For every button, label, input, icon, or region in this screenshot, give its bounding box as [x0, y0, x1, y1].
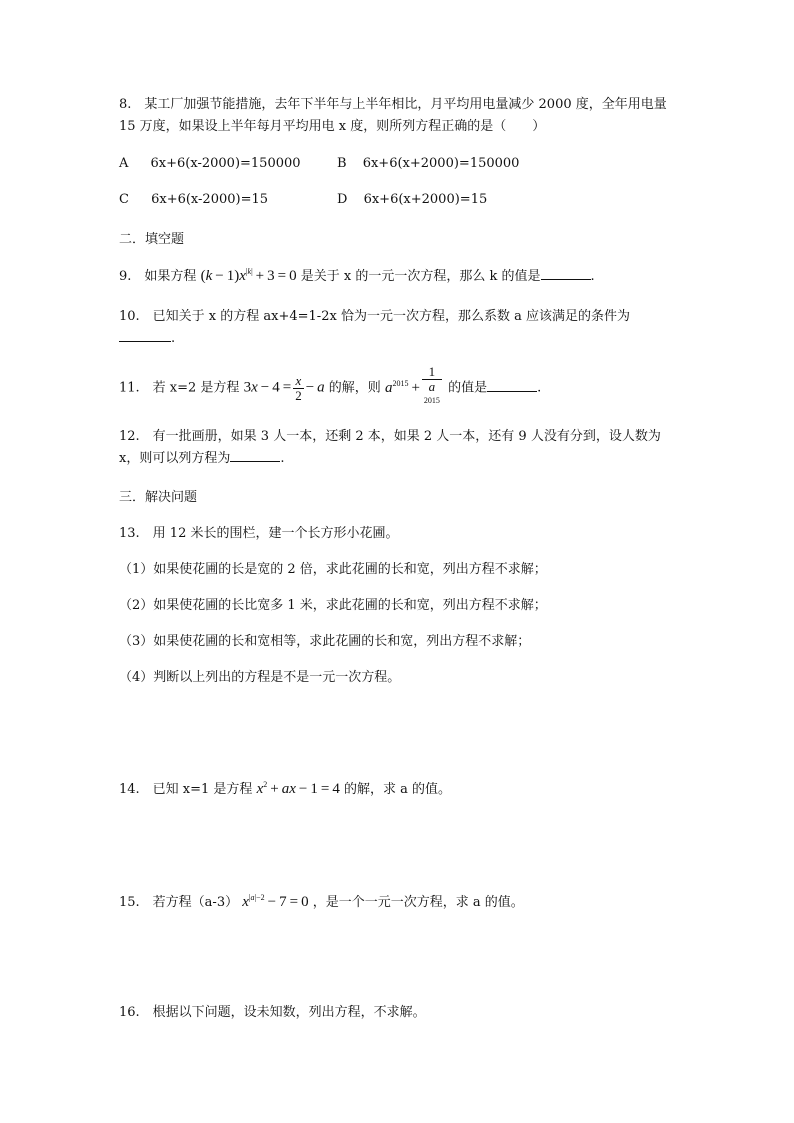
option-c-label: C — [119, 192, 129, 207]
question-15 — [119, 891, 524, 911]
question-11-end: . — [537, 380, 542, 396]
option-a-text: 6x+6(x-2000)=150000 — [150, 156, 301, 171]
question-14 — [119, 778, 451, 798]
section-3-heading: 三．解决问题 — [119, 490, 198, 505]
question-16: 16. 根据以下问题，设未知数，列出方程，不求解。 — [119, 1005, 426, 1020]
question-9 — [119, 265, 595, 285]
question-9-equation: $(k - 1)x^{|k|} + 3 = 0$ — [200, 267, 297, 284]
question-9-end: . — [590, 269, 595, 284]
question-11: 11. 若 x=2 是方程 3x − 4 = $\frac{x}{2}$ − a 的解，则 $a^{2015}$ + 1 a $^{2015}$ 的值是 . — [119, 365, 541, 411]
question-11-pre: 11. 若 x=2 是方程 — [119, 380, 240, 396]
question-11-expression: $a^{2015}$ + — [384, 378, 420, 396]
question-13-part-4: （4）判断以上列出的方程是不是一元一次方程。 — [119, 670, 401, 685]
question-8-text: 8. 某工厂加强节能措施，去年下半年与上半年相比，月平均用电量减少 2000 度，全年用电量 15 万度，如果设上半年每月平均用电 x 度，则所列方程正确的是（ ） — [119, 97, 667, 135]
question-10-text: 10. 已知关于 x 的方程 ax+4=1-2x 恰为一元一次方程，那么系数 a 应该满足的条件为 — [119, 309, 630, 324]
question-11-equation: 3x − 4 = — [243, 379, 292, 396]
question-10-end: . — [171, 331, 176, 347]
question-13-part-2: （2）如果使花圃的长比宽多 1 米，求此花圃的长和宽，列出方程不求解； — [119, 598, 547, 613]
question-12-text: 12. 有一批画册，如果 3 人一本，还剩 2 本，如果 2 人一本，还有 9 人没有分到，设人数为 x，则可以列方程为 — [119, 429, 661, 467]
option-d — [337, 192, 487, 207]
question-14-post: 的解，求 a 的值。 — [343, 782, 451, 797]
option-c — [119, 192, 268, 207]
answer-blank-10[interactable] — [119, 331, 171, 342]
option-b-text: 6x+6(x+2000)=150000 — [362, 156, 520, 171]
answer-blank-9[interactable] — [541, 269, 591, 280]
option-a — [119, 156, 301, 171]
fraction-1-over-a2015: 1 a $^{2015}$ — [423, 364, 440, 405]
fraction-x-over-2: $\frac{x}{2}$ — [295, 372, 302, 403]
answer-blank-12[interactable] — [230, 451, 280, 462]
option-b-label: B — [337, 156, 347, 171]
question-15-equation: $x^{|a|-2} - 7 = 0$ — [242, 893, 309, 910]
question-9-post: 是关于 x 的一元一次方程，那么 k 的值是 — [300, 269, 541, 284]
question-8 — [119, 94, 679, 138]
question-15-post: ，是一个一元一次方程，求 a 的值。 — [312, 895, 524, 910]
option-b — [337, 156, 519, 171]
question-13-part-3: （3）如果使花圃的长和宽相等，求此花圃的长和宽，列出方程不求解； — [119, 634, 531, 649]
question-10 — [119, 306, 679, 350]
question-12 — [119, 426, 679, 470]
option-a-label: A — [119, 156, 129, 171]
question-14-pre: 14. 已知 x=1 是方程 — [119, 782, 253, 797]
question-11-post: 的值是 — [448, 380, 488, 396]
answer-blank-11[interactable] — [487, 381, 537, 392]
question-9-number: 9. — [119, 269, 132, 284]
option-d-text: 6x+6(x+2000)=15 — [363, 192, 488, 207]
question-13-part-1: （1）如果使花圃的长是宽的 2 倍，求此花圃的长和宽，列出方程不求解； — [119, 562, 547, 577]
question-14-equation: $x^2$ + ax − 1 = 4 — [256, 780, 340, 797]
question-9-pre: 如果方程 — [144, 269, 197, 284]
option-c-text: 6x+6(x-2000)=15 — [151, 192, 269, 207]
option-d-label: D — [337, 192, 348, 207]
question-12-end: . — [280, 451, 285, 467]
section-2-heading: 二．填空题 — [119, 232, 185, 247]
question-15-pre: 15. 若方程（a-3） — [119, 895, 239, 910]
question-11-mid: 的解，则 — [328, 380, 381, 396]
question-13: 13. 用 12 米长的围栏，建一个长方形小花圃。 — [119, 526, 399, 541]
